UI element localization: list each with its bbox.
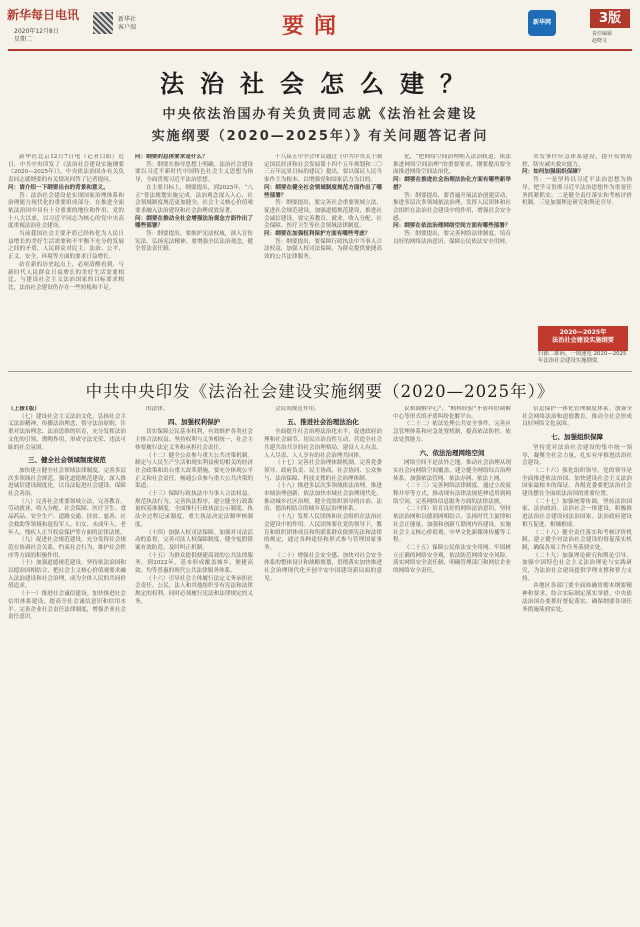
paragraph: （十七）完善社会治理体制机制。完善党委领导、政府负责、民主协商、社会协同、公众参与、法治保障、科技支撑的社会治理体制。 [264,460,382,482]
summary-graphic [538,326,628,351]
section-heading: 七、加强组织保障 [551,433,603,442]
paragraph: （八）完善社会重要领域立法。完善教育、劳动就业、收入分配、社会保障、医疗卫生、食品药品、安全生产、道路交通、扶贫、慈善、社会救助等领域和退役军人、妇女、未成年人、老年人、残疾人正当权益保护等方面的法律法规。 [8,498,126,536]
paragraph: （二十三）完善网络法律制度。通过立改废释并举等方式，推动现有法律法规延伸适用到网络空间。完善网络信息服务方面的法律法规。 [393,483,511,505]
paragraph: （二十六）强化组织领导。党的领导是全面推进依法治国、加快建设社会主义法治国家最根本的保证。各级党委要把法治社会建设摆在全面依法治国的重要位置。 [522,467,632,498]
question: 问：请介绍一下纲要出台的背景和意义。 [8,184,109,191]
article1-subtitle [110,104,530,148]
qr-label [118,16,136,32]
paragraph: （十六）引导社会主体履行法定义务承担社会责任。公民、法人和其他组织享有宪法和法律规定的权利，同时必须履行宪法和法律规定的义务。 [135,575,253,605]
weekday-text: 星期二 [14,36,33,43]
article1-title: 法治社会怎么建？ [160,70,480,98]
paragraph: 新华社北京12月7日电（记者白阳）近日，中共中央印发了《法治社会建设实施纲要（2020—2025年）》。中央依法治国办有关负责同志就纲要的有关情况回答了记者提问。 [8,154,124,184]
paragraph: 坚持党对法治社会建设的集中统一领导，凝聚全社会力量，扎实有序推进法治社会建设。 [522,444,632,467]
paragraph: （十五）为群众提供便捷高效的公共法律服务。到2022年，基本形成覆盖城乡、便捷高效、均等普惠的现代公共法律服务体系。 [135,552,253,575]
paragraph: 答：纲要在指导思想上明确，法治社会建设要以习近平新时代中国特色社会主义思想为指导，全面贯彻习近平法治思想。 [135,161,253,184]
paragraph: 答：纲要提出，要保障行政执法中当事人合法权益，加强人权司法保障，为群众提供便捷高效的公共法律服务。 [264,238,382,261]
paragraph: （十八）推进多层次多领域依法治理。推进市域治理创新，依法加快市域社会治理现代化。推动城乡社区治理，健全党组织领导的自治、法治、德治相结合的城乡基层治理体系。 [264,483,382,513]
article1-column-4 [393,154,511,368]
paragraph: 化，“把网络空间治理纳入法治轨道，依法推进网络空间治理”的重要要求，纲要提出要全面推进网络空间法治化。 [393,154,511,176]
section-heading: 六、依法治理网络空间 [419,448,485,457]
qr-label-line1: 新华社 [118,16,137,23]
question: 问：纲要在依法治理网络空间方面有哪些部署？ [393,223,511,230]
question: 问：如何加强组织保障？ [522,169,584,176]
article2-column-2 [135,406,253,921]
paragraph: （二十五）保障公民依法安全用网。牢固树立正确的网络安全观，依法防范网络安全风险。落实网络安全责任制，明确管理部门和网信企业的网络安全责任。 [393,544,511,575]
paragraph: （十一）推进社会诚信建设。加快推进社会信用体系建设，提高全社会诚信意识和信用水平。完善企业社会责任法律制度，增强企业社会责任意识。 [8,591,126,621]
question: 问：纲要的总体要求是什么？ [135,154,208,160]
article1-column-5 [522,154,632,322]
paragraph: 答：纲要提出，要普遍开展法治创建活动，推进多层次多领域依法治理，发挥人民团体和社会组织在法治社会建设中的作用，增强社会安全感。 [393,192,511,222]
issue-date [14,28,59,44]
paragraph: 答：纲要提出，要维护宪法权威，深入宣传宪法，弘扬宪法精神。要增强全民法治观念，健全普法责任制。 [135,231,253,253]
paragraph: 答：一是坚持以习近平法治思想为指导。把学习贯彻习近平法治思想作为重要任务抓紧抓实。二是健全责任落实和考核评价机制。三是加强理论研究和舆论引导。 [522,177,632,207]
article2-column-3 [264,406,382,921]
article-divider [8,371,632,372]
article2-column-4 [393,406,511,921]
paragraph: 当前我国社会主要矛盾已经转化为人民日益增长的美好生活需要和不平衡不充分的发展之间的矛盾，人民群众对民主、法治、公平、正义、安全、环境等方面的要求日益增长。 [8,231,124,261]
paragraph: 全面提升社会治理法治化水平，促进政府治理和社会调节、居民自治良性互动，营造全社会共建共治共享的社会治理格局，建设人人有责、人人尽责、人人享有的社会治理共同体。 [264,429,382,459]
article1-column-2 [135,154,253,368]
article1-subtitle-line2: 实施纲要（2020—2025年）》有关问题答记者问 [151,129,489,144]
article1-column-1 [8,154,124,368]
question: 问：纲要在推进社会治理法治化方面有哪些新举措？ [393,177,511,191]
qr-code-icon [93,12,113,34]
masthead-rule [8,49,632,51]
paragraph: 加快建立健全社会领域法律制度，完善多层次多领域社会规范，强化道德规范建设，深入推进诚信建设制度化，以良法促进社会建设、保障社会善治。 [8,467,126,498]
summary-graphic-line2: 法治社会建设实施纲要 [552,337,614,344]
paragraph: 的法律。 [146,406,169,412]
xinhuanet-logo: 新华网 [528,10,556,36]
paragraph: （十二）健全公众参与重大公共决策机制。制定与人民生产生活和现实利益密切相关的经济社会政策和出台重大改革措施，要充分体现公平正义和社会责任，畅通公众参与重大公共决策的渠道。 [135,452,253,490]
article2-column-5 [522,406,632,921]
paragraph: （二十二）依法处理公共安全事件，完善应急管理体系和应急处置机制，提高依法防控、依法处置能力。 [393,421,511,443]
paragraph: 在主要目标上，纲要提出，到2025年，“八五”普法规划实施完成，法治观念深入人心，社会领域制度规范更加健全，社会主义核心价值观要求融入法治建设和社会治理成效显著。 [135,184,253,214]
paragraph: （二十）增强社会安全感。加快对社会安全体系的整体设计和战略规划，贯彻落实加快推进社会治理现代化开创平安中国建设新局面的意见。 [264,552,382,582]
paragraph: 各地区各部门要全面准确贯彻本纲要精神和要求，结合实际制定落实举措。中央依法治国办要抓好督促落实，确保纲要各项任务措施落到实处。 [522,583,632,613]
paragraph: （十四）加强人权司法保障。加强对司法活动的监督，完善司法人权保障制度，健全冤假错案有效防范、及时纠正机制。 [135,529,253,551]
article2-title: 中共中央印发《法治社会建设实施纲要（2020—2025年）》 [85,382,555,401]
editor-name: 赵晓文 [592,38,608,44]
paragraph: 答：纲要提出，要完善社会重要领域立法，促进社会规范建设，加强道德规范建设，推进社会诚信建设。要完善教育、就业、收入分配、社会保障、医疗卫生等社会领域法律制度。 [264,200,382,230]
question: 问：纲要在加强权利保护方面有哪些考虑？ [264,231,371,238]
paragraph: （二十八）健全责任落实和考核评价机制。建立健全对法治社会建设的督促落实机制，确保各项工作任务落到实处。 [522,529,632,551]
page-number: 3版 [590,9,630,28]
paragraph: （十三）保障行政执法中当事人合法权益。规范执法行为，完善执法程序，建立健全行政裁量权基准制度，全面推行行政执法公示制度、执法全过程记录制度、重大执法决定法制审核制度。 [135,491,253,528]
paragraph: （二十九）加强理论研究和舆论引导。加强中国特色社会主义法治理论与实践研究，为法治社会建设提供学理支撑和智力支持。 [522,552,632,582]
paragraph: 会民间规范作用。 [275,406,320,412]
paragraph: 站在新的历史起点上，必须清醒看到，与新时代人民群众日益增长的美好生活需要相比，与建设社会主义法治国家的目标要求相比，法治社会建设仍存在一些短板和不足。 [8,261,124,291]
qr-label-line2: 客户端 [118,24,137,31]
summary-graphic-caption: 扫描二维码，一图速览 2020—2025年法治社会建设实施纲要。 [538,351,627,364]
paragraph: （十九）发挥人民团体和社会组织在法治社会建设中的作用。人民团体要在党的领导下，教育和组织团体成员和所联系群众依照宪法和法律的规定，通过各种途径和形式参与管理国家事务。 [264,514,382,551]
continuation-note: （上接1版） [8,406,40,412]
editor-label: 责任编辑 [592,31,613,37]
question: 问：纲要在推动全社会增强法治观念方面作出了哪些部署？ [135,215,253,230]
editor-info [592,31,612,45]
paper-name: 新华每日电讯 [7,8,80,22]
paragraph: （七）建设社会主义法治文化。弘扬社会主义法治精神，传播法治理念，恪守法治原则，注重对法治理念、法治思维的培育，充分发挥法治文化的引领、熏陶作用，形成守法光荣、违法可耻的社会氛围。 [8,413,126,451]
paragraph: 答：纲要提出，要完善网络法律制度，培育良好的网络法治意识，保障公民依法安全用网。 [393,231,511,245]
paragraph: 十八届五中全会审议通过《中共中央关于制定国民经济和社会发展第十四个五年规划和二〇三五年远景目标的建议》提出，要以保证人民当家作主为根本，以增强党和国家活力为目的。 [264,154,382,184]
paragraph: （二十七）加强统筹协调。坚持法治国家、法治政府、法治社会一体建设，积极推进法治社会建设同法治国家、法治政府建设相互促进、相辅相成。 [522,498,632,528]
paragraph: 网络空间不是法外之地。推动社会治理从现实社会向网络空间覆盖，建立健全网络综合治理体系，加强依法管网、依法办网、依法上网。 [393,460,511,482]
paragraph: 信息保护一体化管理制度体系。加强全社会网络法治和道德教育，推动全社会形成良好网络文化氛围。 [522,406,632,428]
paragraph: （九）促进社会规范建设。充分发挥社会规范在协调社会关系、约束社会行为、维护社会秩序等方面的积极作用。 [8,537,126,559]
article2-column-1 [8,406,126,921]
paragraph: 答：法治社会建设是实现国家治理体系和治理能力现代化的重要组成部分。在推进全面依法治国中具有十分重要的地位和作用。党的十八大以来，以习近平同志为核心的党中央高度重视法治社会建设。 [8,192,124,230]
article1-column-3 [264,154,382,368]
paragraph: 切实保障公民基本权利，有效维护各类社会主体合法权益。坚持权利与义务相统一，社会主体要履行法定义务和承担社会责任。 [135,429,253,451]
date-text: 2020年12月8日 [14,28,59,35]
section-heading: 五、推进社会治理法治化 [287,417,359,426]
summary-graphic-line1: 2020—2025年 [559,329,607,336]
paragraph: 突发事件应急体系建设，提升疫情防控、防灾减灾救灾能力。 [522,154,632,168]
paragraph: （二十四）培育良好的网络法治意识。坚持依法治网和以德润网相结合，弘扬时代主旋律和社会正能量。加强和创新互联网内容建设，实施社会主义核心价值观、中华文化新媒体传播等工程。 [393,506,511,544]
section-heading: 四、加强权利保护 [168,417,220,426]
article1-subtitle-line1: 中央依法治国办有关负责同志就《法治社会建设 [162,107,478,122]
section-heading: 三、健全社会领域制度规范 [28,456,106,465]
section-title: 要闻 [282,13,347,39]
paragraph: （十）加强道德规范建设。坚持依法治国和以德治国相结合，把社会主义核心价值观要求融入法治建设和社会治理，成为全体人民的共同价值追求。 [8,560,126,590]
paragraph: 议和调解中心”、“枫桥经验”矛盾纠纷调解中心等形式的矛盾纠纷化解平台。 [393,406,511,420]
question: 问：纲要在健全社会领域制度规范方面作出了哪些部署？ [264,184,382,199]
